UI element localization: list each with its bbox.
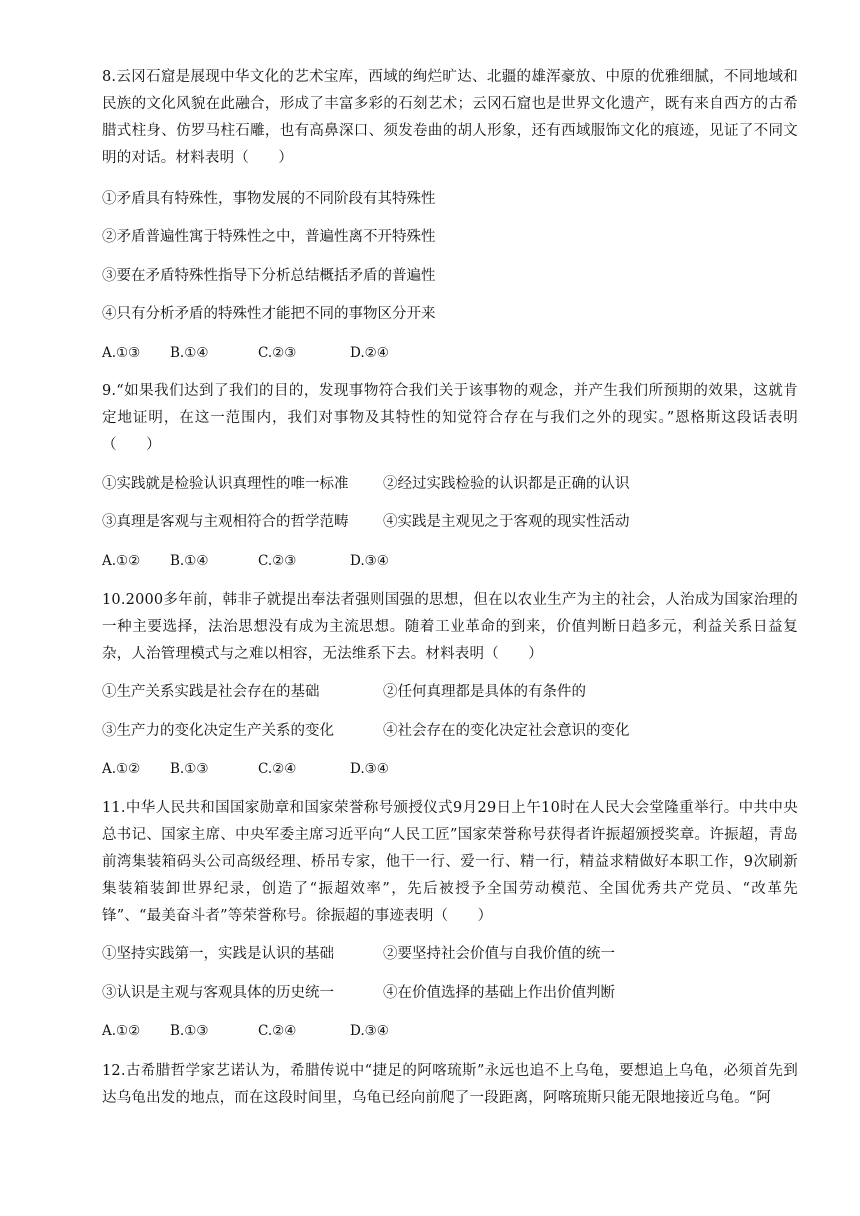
question-9-option-3: ③真理是客观与主观相符合的哲学范畴 xyxy=(102,514,349,530)
answer-choice-b: B.①④ xyxy=(170,553,209,569)
answer-choice-c: C.②③ xyxy=(258,345,297,361)
question-10-option-2: ②任何真理都是具体的有条件的 xyxy=(383,684,586,700)
answer-choice-d: D.②④ xyxy=(350,345,389,361)
question-10 xyxy=(102,587,798,668)
answer-choice-b: B.①④ xyxy=(170,345,209,361)
question-10-option-3: ③生产力的变化决定生产关系的变化 xyxy=(102,723,334,739)
question-11-stem: 11.中华人民共和国国家勋章和国家荣誉称号颁授仪式9月29日上午10时在人民大会堂隆重举行。中共中央总书记、国家主席、中央军委主席习近平向“人民工匠”国家荣誉称号获得者许振超颁授奖章。许振超，青岛前湾集装箱码头公司高级经理、桥吊专家，他干一行、爱一行、精一行，精益求精做好本职工作，9次刷新集装箱装卸世界纪录，创造了“振超效率”，先后被授予全国劳动模范、全国优秀共产党员、“改革先锋”、“最美奋斗者”等荣誉称号。徐振超的事迹表明（ ） xyxy=(102,800,798,924)
answer-choice-a: A.①③ xyxy=(102,345,141,361)
question-10-options-row-2 xyxy=(102,720,802,742)
question-10-options-row-1 xyxy=(102,681,802,703)
question-12-stem: 12.古希腊哲学家艺诺认为，希腊传说中“捷足的阿喀琉斯”永远也追不上乌龟，要想追上乌龟，必须首先到达乌龟出发的地点，而在这段时间里，乌龟已经向前爬了一段距离，阿喀琉斯只能无限地接近乌龟。“阿 xyxy=(102,1063,798,1106)
answer-choice-c: C.②③ xyxy=(258,553,297,569)
question-8-option-2: ②矛盾普遍性寓于特殊性之中，普遍性离不开特殊性 xyxy=(102,229,436,245)
question-10-stem: 10.2000多年前，韩非子就提出奉法者强则国强的思想，但在以农业生产为主的社会，人治成为国家治理的一种主要选择，法治思想没有成为主流思想。随着工业革命的到来，价值判断日趋多元，利益关系日益复杂，人治管理模式与之难以相容，无法维系下去。材料表明（ ） xyxy=(102,592,798,662)
question-11-option-2: ②要坚持社会价值与自我价值的统一 xyxy=(383,946,615,962)
question-11-options-row-2 xyxy=(102,982,802,1004)
question-9-option-4: ④实践是主观见之于客观的现实性活动 xyxy=(383,514,630,530)
answer-choice-b: B.①③ xyxy=(170,1023,209,1039)
answer-choice-d: D.③④ xyxy=(350,1023,389,1039)
answer-choice-b: B.①③ xyxy=(170,761,209,777)
question-8-option-3: ③要在矛盾特殊性指导下分析总结概括矛盾的普遍性 xyxy=(102,268,436,284)
question-10-option-1: ①生产关系实践是社会存在的基础 xyxy=(102,684,320,700)
question-9-options-row-2 xyxy=(102,511,802,533)
question-12 xyxy=(102,1058,798,1112)
question-9-option-1: ①实践就是检验认识真理性的唯一标准 xyxy=(102,476,349,492)
answer-choice-c: C.②④ xyxy=(258,761,297,777)
question-9-options-row-1 xyxy=(102,473,802,495)
answer-choice-d: D.③④ xyxy=(350,553,389,569)
question-8-option-4: ④只有分析矛盾的特殊性才能把不同的事物区分开来 xyxy=(102,306,436,322)
question-8 xyxy=(102,64,798,172)
question-8-option-1: ①矛盾具有特殊性，事物发展的不同阶段有其特殊性 xyxy=(102,191,436,207)
question-11-option-1: ①坚持实践第一，实践是认识的基础 xyxy=(102,946,334,962)
question-11 xyxy=(102,795,798,930)
question-10-option-4: ④社会存在的变化决定社会意识的变化 xyxy=(383,723,630,739)
answer-choice-c: C.②④ xyxy=(258,1023,297,1039)
answer-choice-d: D.③④ xyxy=(350,761,389,777)
question-11-options-row-1 xyxy=(102,943,802,965)
question-9 xyxy=(102,378,798,459)
answer-choice-a: A.①② xyxy=(102,553,141,569)
answer-choice-a: A.①② xyxy=(102,1023,141,1039)
question-8-stem: 8.云冈石窟是展现中华文化的艺术宝库，西域的绚烂旷达、北疆的雄浑豪放、中原的优雅细腻，不同地域和民族的文化风貌在此融合，形成了丰富多彩的石刻艺术；云冈石窟也是世界文化遗产，既有来自西方的古希腊式柱身、仿罗马柱石雕，也有高鼻深口、须发卷曲的胡人形象，还有西域服饰文化的痕迹，见证了不同文明的对话。材料表明（ ） xyxy=(102,69,798,166)
question-11-option-3: ③认识是主观与客观具体的历史统一 xyxy=(102,985,334,1001)
answer-choice-a: A.①② xyxy=(102,761,141,777)
question-9-option-2: ②经过实践检验的认识都是正确的认识 xyxy=(383,476,630,492)
question-11-option-4: ④在价值选择的基础上作出价值判断 xyxy=(383,985,615,1001)
question-9-stem: 9.“如果我们达到了我们的目的，发现事物符合我们关于该事物的观念，并产生我们所预期的效果，这就肯定地证明，在这一范围内，我们对事物及其特性的知觉符合存在与我们之外的现实。”恩格斯这段话表明（ ） xyxy=(102,383,798,453)
